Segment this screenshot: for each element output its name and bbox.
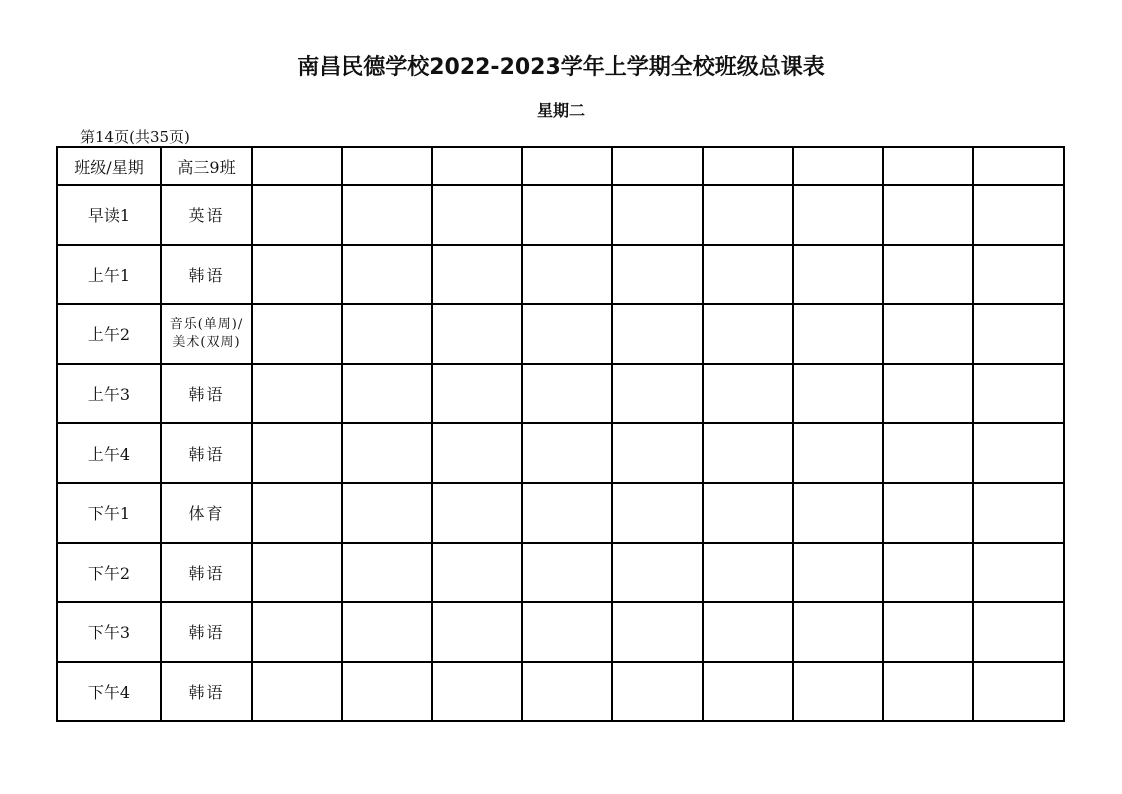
empty-cell: [703, 543, 793, 603]
empty-cell: [973, 245, 1064, 305]
empty-cell: [432, 364, 522, 424]
empty-cell: [973, 304, 1064, 364]
empty-cell: [612, 185, 703, 245]
empty-cell: [973, 662, 1064, 722]
empty-cell: [973, 543, 1064, 603]
empty-cell: [522, 304, 612, 364]
empty-cell: [883, 662, 973, 722]
period-label: 下午1: [57, 483, 161, 543]
empty-cell: [252, 483, 342, 543]
empty-cell: [883, 147, 973, 185]
empty-cell: [252, 147, 342, 185]
schedule-table: [56, 146, 1065, 722]
empty-cell: [612, 147, 703, 185]
empty-cell: [432, 543, 522, 603]
empty-cell: [883, 543, 973, 603]
empty-cell: [793, 185, 883, 245]
empty-cell: [883, 483, 973, 543]
weekday-heading: 星期二: [536, 101, 585, 120]
subject-cell: 韩语: [161, 543, 252, 603]
empty-cell: [703, 185, 793, 245]
empty-cell: [522, 364, 612, 424]
empty-cell: [432, 423, 522, 483]
period-label: 上午4: [57, 423, 161, 483]
empty-cell: [703, 245, 793, 305]
period-label: 下午2: [57, 543, 161, 603]
empty-cell: [612, 423, 703, 483]
empty-cell: [432, 245, 522, 305]
empty-cell: [883, 185, 973, 245]
empty-cell: [342, 304, 432, 364]
table-row: [57, 662, 1064, 722]
table-row: [57, 423, 1064, 483]
empty-cell: [612, 364, 703, 424]
empty-cell: [342, 423, 432, 483]
empty-cell: [793, 483, 883, 543]
empty-cell: [432, 602, 522, 662]
subject-cell: 英语: [161, 185, 252, 245]
empty-cell: [973, 364, 1064, 424]
empty-cell: [342, 483, 432, 543]
empty-cell: [883, 423, 973, 483]
empty-cell: [342, 185, 432, 245]
empty-cell: [252, 423, 342, 483]
empty-cell: [612, 483, 703, 543]
empty-cell: [522, 147, 612, 185]
subject-cell: 韩语: [161, 245, 252, 305]
empty-cell: [612, 543, 703, 603]
table-row: [57, 483, 1064, 543]
empty-cell: [342, 662, 432, 722]
empty-cell: [973, 602, 1064, 662]
empty-cell: [793, 662, 883, 722]
empty-cell: [703, 364, 793, 424]
header-row: [57, 147, 1064, 185]
empty-cell: [612, 245, 703, 305]
class-name: 高三9班: [161, 147, 252, 185]
empty-cell: [612, 304, 703, 364]
empty-cell: [612, 602, 703, 662]
empty-cell: [883, 245, 973, 305]
empty-cell: [342, 147, 432, 185]
empty-cell: [883, 304, 973, 364]
empty-cell: [973, 483, 1064, 543]
subject-cell: 体育: [161, 483, 252, 543]
empty-cell: [703, 602, 793, 662]
empty-cell: [522, 483, 612, 543]
empty-cell: [973, 185, 1064, 245]
empty-cell: [793, 602, 883, 662]
empty-cell: [612, 662, 703, 722]
subject-cell: 韩语: [161, 423, 252, 483]
empty-cell: [252, 245, 342, 305]
subject-cell: 音乐(单周)/美术(双周): [161, 304, 252, 364]
empty-cell: [252, 304, 342, 364]
empty-cell: [522, 543, 612, 603]
empty-cell: [973, 147, 1064, 185]
subject-cell: 韩语: [161, 602, 252, 662]
empty-cell: [432, 147, 522, 185]
empty-cell: [252, 543, 342, 603]
period-label: 早读1: [57, 185, 161, 245]
empty-cell: [883, 602, 973, 662]
period-label: 上午2: [57, 304, 161, 364]
empty-cell: [793, 423, 883, 483]
empty-cell: [522, 602, 612, 662]
empty-cell: [793, 304, 883, 364]
empty-cell: [883, 364, 973, 424]
table-row: [57, 185, 1064, 245]
period-label: 下午4: [57, 662, 161, 722]
empty-cell: [703, 662, 793, 722]
corner-label: 班级/星期: [57, 147, 161, 185]
period-label: 上午3: [57, 364, 161, 424]
empty-cell: [342, 602, 432, 662]
table-row: [57, 364, 1064, 424]
table-row: [57, 304, 1064, 364]
empty-cell: [432, 662, 522, 722]
period-label: 上午1: [57, 245, 161, 305]
empty-cell: [703, 147, 793, 185]
empty-cell: [342, 245, 432, 305]
empty-cell: [522, 185, 612, 245]
empty-cell: [703, 423, 793, 483]
empty-cell: [252, 602, 342, 662]
empty-cell: [432, 185, 522, 245]
empty-cell: [432, 304, 522, 364]
subject-cell: 韩语: [161, 364, 252, 424]
page-title: 南昌民德学校2022-2023学年上学期全校班级总课表: [297, 55, 825, 80]
empty-cell: [793, 147, 883, 185]
page-indicator: 第14页(共35页): [80, 128, 190, 146]
empty-cell: [522, 662, 612, 722]
empty-cell: [432, 483, 522, 543]
empty-cell: [793, 245, 883, 305]
table-row: [57, 543, 1064, 603]
period-label: 下午3: [57, 602, 161, 662]
empty-cell: [252, 364, 342, 424]
empty-cell: [973, 423, 1064, 483]
table-row: [57, 245, 1064, 305]
empty-cell: [522, 245, 612, 305]
empty-cell: [703, 304, 793, 364]
table-row: [57, 602, 1064, 662]
subject-cell: 韩语: [161, 662, 252, 722]
empty-cell: [703, 483, 793, 543]
empty-cell: [522, 423, 612, 483]
empty-cell: [252, 185, 342, 245]
empty-cell: [342, 543, 432, 603]
empty-cell: [342, 364, 432, 424]
empty-cell: [793, 543, 883, 603]
empty-cell: [793, 364, 883, 424]
empty-cell: [252, 662, 342, 722]
